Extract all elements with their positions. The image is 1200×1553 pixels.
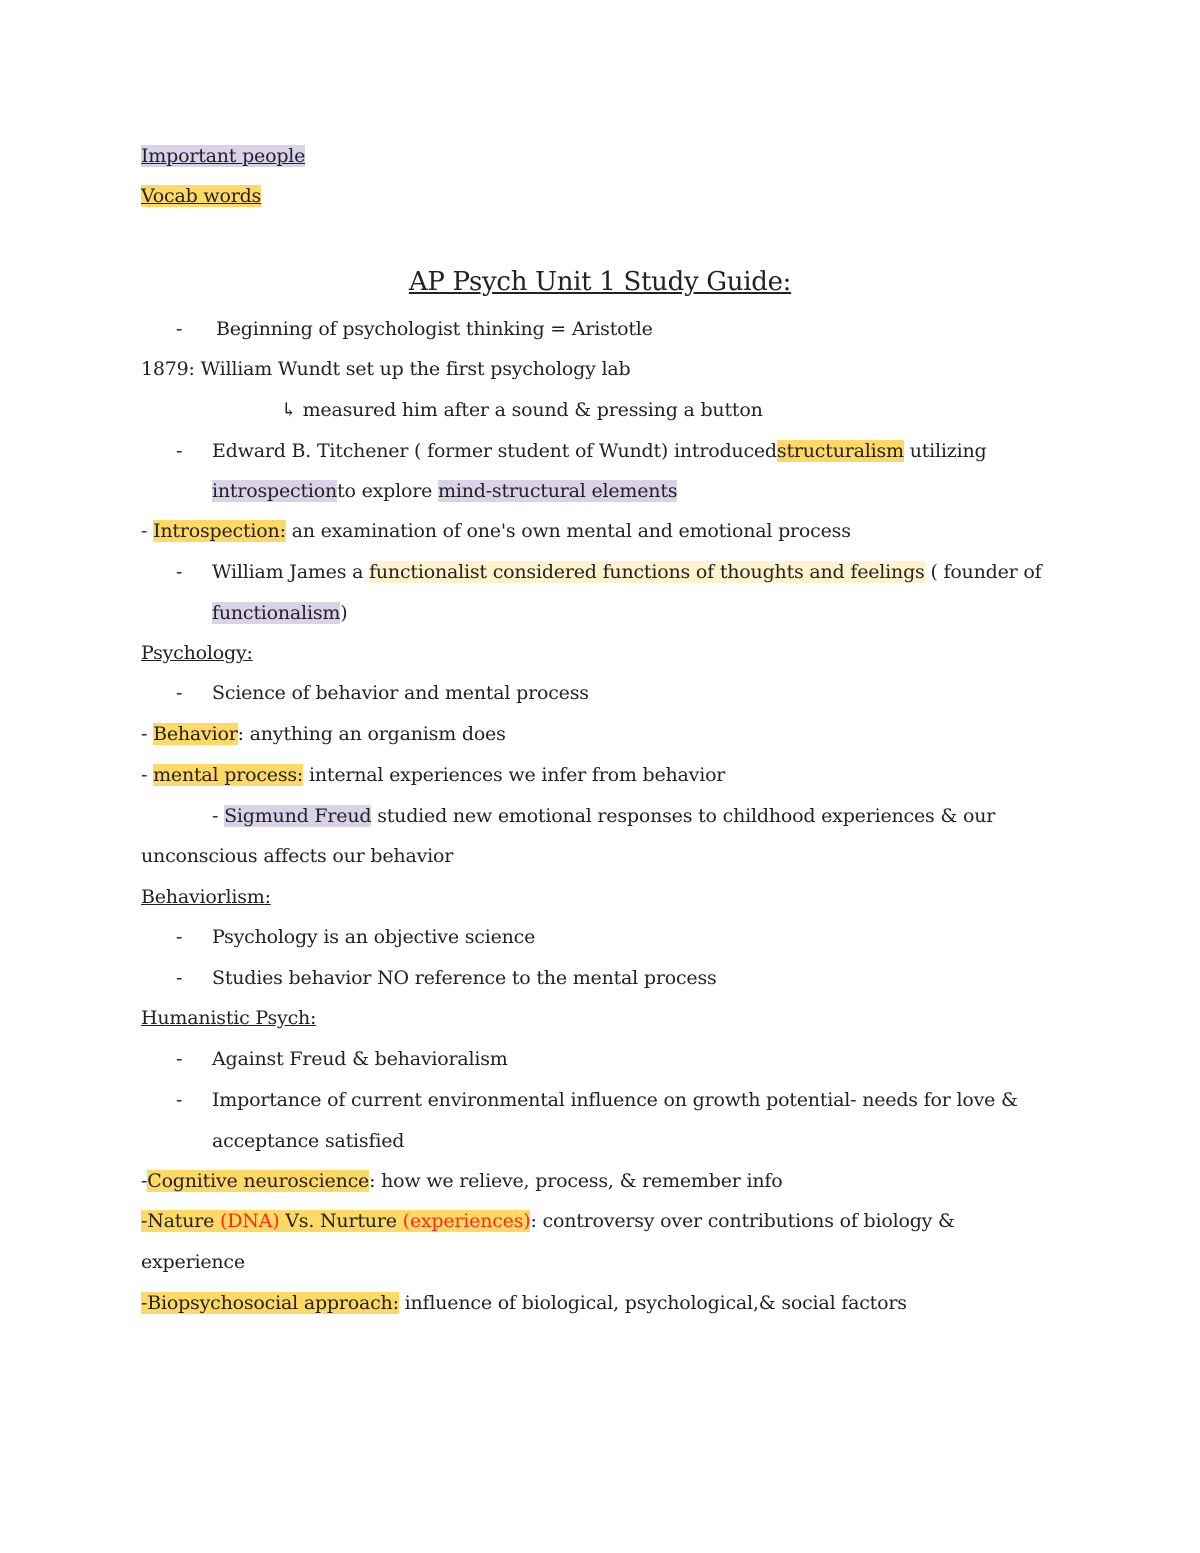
legend-vocab-label: Vocab words [141, 185, 262, 207]
vocab-introspection: Introspection: [153, 520, 286, 542]
line-objective-science: - Psychology is an objective science [176, 926, 536, 948]
line-aristotle: - Beginning of psychologist thinking = Aristotle [176, 318, 653, 340]
legend-vocab [141, 183, 261, 209]
line-wundt: 1879: William Wundt set up the first psychology lab [141, 358, 631, 380]
line-no-reference: - Studies behavior NO reference to the mental process [176, 967, 717, 989]
heading-behaviorlism: Behaviorlism: [141, 886, 271, 908]
vocab-behavior: Behavior [153, 723, 238, 745]
line-nature-nurture: -Nature (DNA) Vs. Nurture (experiences): controversy over contributions of biology & [141, 1210, 955, 1232]
line-functionalism: functionalism) [212, 602, 348, 624]
legend-people-label: Important people [141, 145, 306, 167]
term-mind-structural: mind-structural elements [438, 480, 678, 502]
line-freud: - Sigmund Freud studied new emotional responses to childhood experiences & our [212, 805, 996, 827]
vocab-structuralism: structuralism [776, 440, 904, 462]
line-experience: experience [141, 1251, 245, 1273]
heading-psychology: Psychology: [141, 642, 253, 664]
vocab-cognitive-neuroscience: Cognitive neuroscience [147, 1170, 370, 1192]
vocab-biopsychosocial: -Biopsychosocial approach: [141, 1292, 399, 1314]
term-functionalism: functionalism [212, 602, 341, 624]
arrow-icon: ↳ [281, 399, 297, 421]
term-introspection: introspection [212, 480, 338, 502]
line-measured: ↳ measured him after a sound & pressing a button [281, 399, 763, 421]
legend-people [141, 143, 305, 169]
vocab-mental-process: mental process: [153, 764, 304, 786]
line-william-james: - William James a functionalist considered functions of thoughts and feelings ( founder of [176, 561, 1042, 583]
line-science: - Science of behavior and mental process [176, 682, 589, 704]
line-unconscious: unconscious affects our behavior [141, 845, 454, 867]
line-importance: - Importance of current environmental influence on growth potential- needs for love & [176, 1089, 1018, 1111]
line-acceptance: acceptance satisfied [212, 1130, 405, 1152]
line-cognitive: -Cognitive neuroscience: how we relieve, process, & remember info [141, 1170, 783, 1192]
page-title: AP Psych Unit 1 Study Guide: [408, 267, 792, 297]
line-mental-process-def: - mental process: internal experiences we infer from behavior [141, 764, 726, 786]
line-biopsychosocial: -Biopsychosocial approach: influence of biological, psychological,& social factors [141, 1292, 907, 1314]
heading-humanistic: Humanistic Psych: [141, 1007, 317, 1029]
person-sigmund-freud: Sigmund Freud [224, 805, 372, 827]
line-introspection-def: - Introspection: an examination of one's own mental and emotional process [141, 520, 851, 542]
vocab-functionalist: functionalist considered functions of thoughts and feelings [369, 561, 925, 583]
line-behavior-def: - Behavior: anything an organism does [141, 723, 506, 745]
line-titchener: - Edward B. Titchener ( former student of Wundt) introducedstructuralism utilizing [176, 440, 987, 462]
line-against-freud: - Against Freud & behavioralism [176, 1048, 508, 1070]
line-introspection-explore: introspectionto explore mind-structural elements [212, 480, 678, 502]
vocab-nature-nurture: -Nature (DNA) Vs. Nurture (experiences) [141, 1210, 531, 1232]
